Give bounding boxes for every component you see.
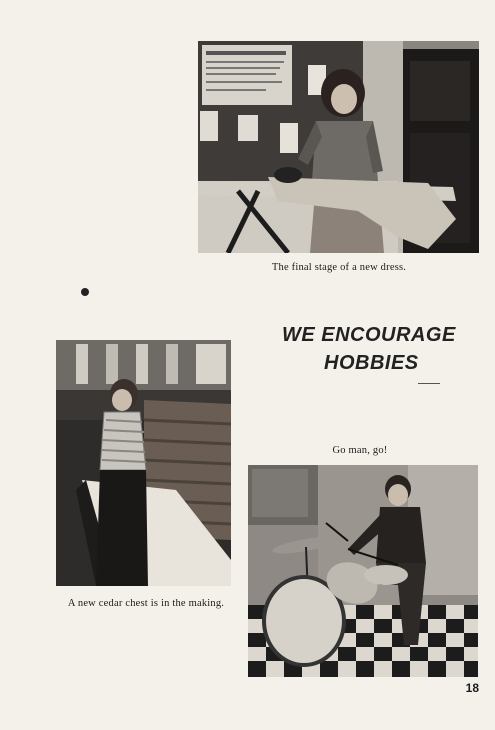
headline-line-1: WE ENCOURAGE	[282, 324, 456, 346]
headline	[282, 321, 464, 377]
headline-line-2: HOBBIES	[324, 352, 419, 374]
photo-drummer	[248, 465, 478, 677]
caption-drums: Go man, go!	[332, 445, 388, 456]
headline-rule	[418, 383, 440, 384]
photo-ironing-dress	[198, 41, 479, 253]
page-number: 18	[465, 681, 479, 695]
photo-cedar-chest	[56, 340, 231, 586]
caption-cedar-chest: A new cedar chest is in the making.	[67, 598, 225, 609]
caption-dress: The final stage of a new dress.	[271, 262, 407, 273]
ink-speck	[81, 288, 89, 296]
